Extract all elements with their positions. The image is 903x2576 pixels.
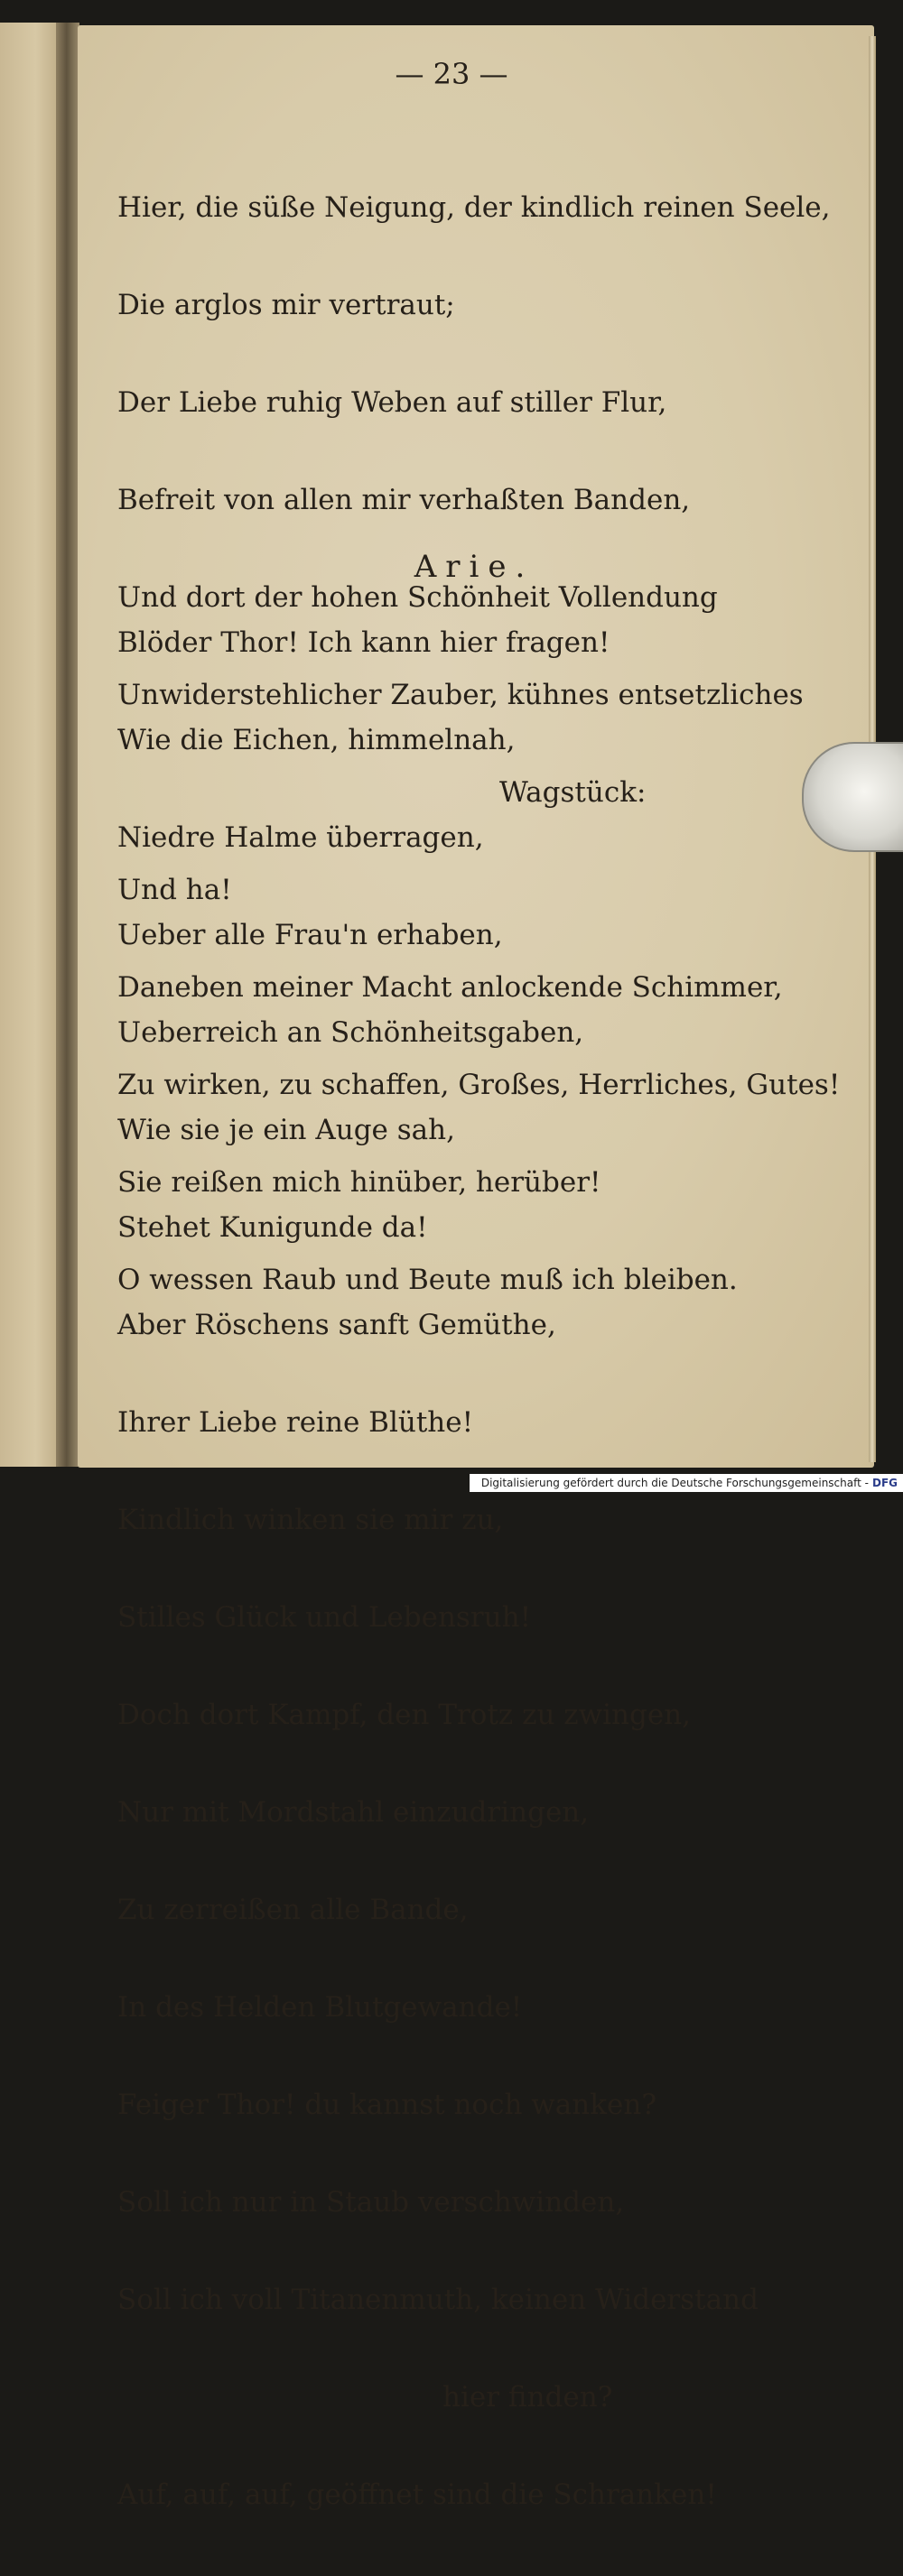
digitization-footer — [470, 1474, 903, 1492]
footer-text: Digitalisierung gefördert durch die Deutsche Forschungsgemeinschaft - — [480, 1477, 869, 1489]
text-line: Und dort der hohen Schönheit Vollendung — [117, 581, 718, 614]
text-line: Ueberreich an Schönheitsgaben, — [117, 1016, 584, 1049]
book-gutter — [56, 23, 79, 1467]
page-number: — 23 — — [395, 57, 508, 91]
left-page-edge — [0, 23, 60, 1467]
text-line: O wessen Raub und Beute muß ich bleiben. — [117, 1264, 738, 1296]
text-line: Nur mit Mordstahl einzudringen, — [117, 1796, 590, 1829]
text-line: Blöder Thor! Ich kann hier fragen! — [117, 626, 610, 659]
text-line: Zu wirken, zu schaffen, Großes, Herrliches, Gutes! — [117, 1069, 841, 1101]
text-line: Feiger Thor! du kannst noch wanken? — [117, 2089, 656, 2121]
text-line: Doch dort Kampf, den Trotz zu zwingen, — [117, 1699, 692, 1731]
text-line: Und ha! — [117, 874, 232, 906]
text-line: Stilles Glück und Lebensruh! — [117, 1601, 532, 1634]
section-heading: Arie. — [414, 549, 535, 585]
dfg-logo: DFG — [871, 1477, 898, 1489]
text-line: Soll ich voll Titanenmuth, keinen Widerstand — [117, 2284, 759, 2316]
text-line: Niedre Halme überragen, — [117, 821, 484, 854]
text-line: Ihrer Liebe reine Blüthe! — [117, 1406, 474, 1439]
text-line: Soll ich nur in Staub verschwinden, — [117, 2186, 625, 2219]
text-line: Hier, die süße Neigung, der kindlich reinen Seele, — [117, 191, 831, 224]
text-line: Stehet Kunigunde da! — [117, 1211, 428, 1244]
text-line-continuation: Wagstück: — [499, 776, 647, 809]
page-clip-icon — [802, 742, 903, 852]
text-line: Der Liebe ruhig Weben auf stiller Flur, — [117, 386, 667, 419]
text-line: Die arglos mir vertraut; — [117, 289, 455, 321]
stanza-aria — [117, 561, 759, 2576]
text-line: Daneben meiner Macht anlockende Schimmer, — [117, 971, 783, 1004]
text-line-continuation: hier finden? — [442, 2381, 613, 2414]
text-line: Wie sie je ein Auge sah, — [117, 1114, 455, 1146]
text-line: Wie die Eichen, himmelnah, — [117, 724, 516, 756]
text-line: Unwiderstehlicher Zauber, kühnes entsetzliches — [117, 679, 804, 711]
text-line: Auf, auf, auf, geöffnet sind die Schranken! — [117, 2479, 717, 2511]
text-line: Kindlich winken sie mir zu, — [117, 1504, 504, 1536]
text-line: Zu zerreißen alle Bande, — [117, 1894, 469, 1926]
text-line: In des Helden Blutgewande! — [117, 1991, 523, 2024]
text-line: Befreit von allen mir verhaßten Banden, — [117, 484, 691, 516]
text-line: Aber Röschens sanft Gemüthe, — [117, 1309, 556, 1341]
text-line: Ueber alle Frau'n erhaben, — [117, 919, 503, 951]
text-line: Sie reißen mich hinüber, herüber! — [117, 1166, 601, 1199]
